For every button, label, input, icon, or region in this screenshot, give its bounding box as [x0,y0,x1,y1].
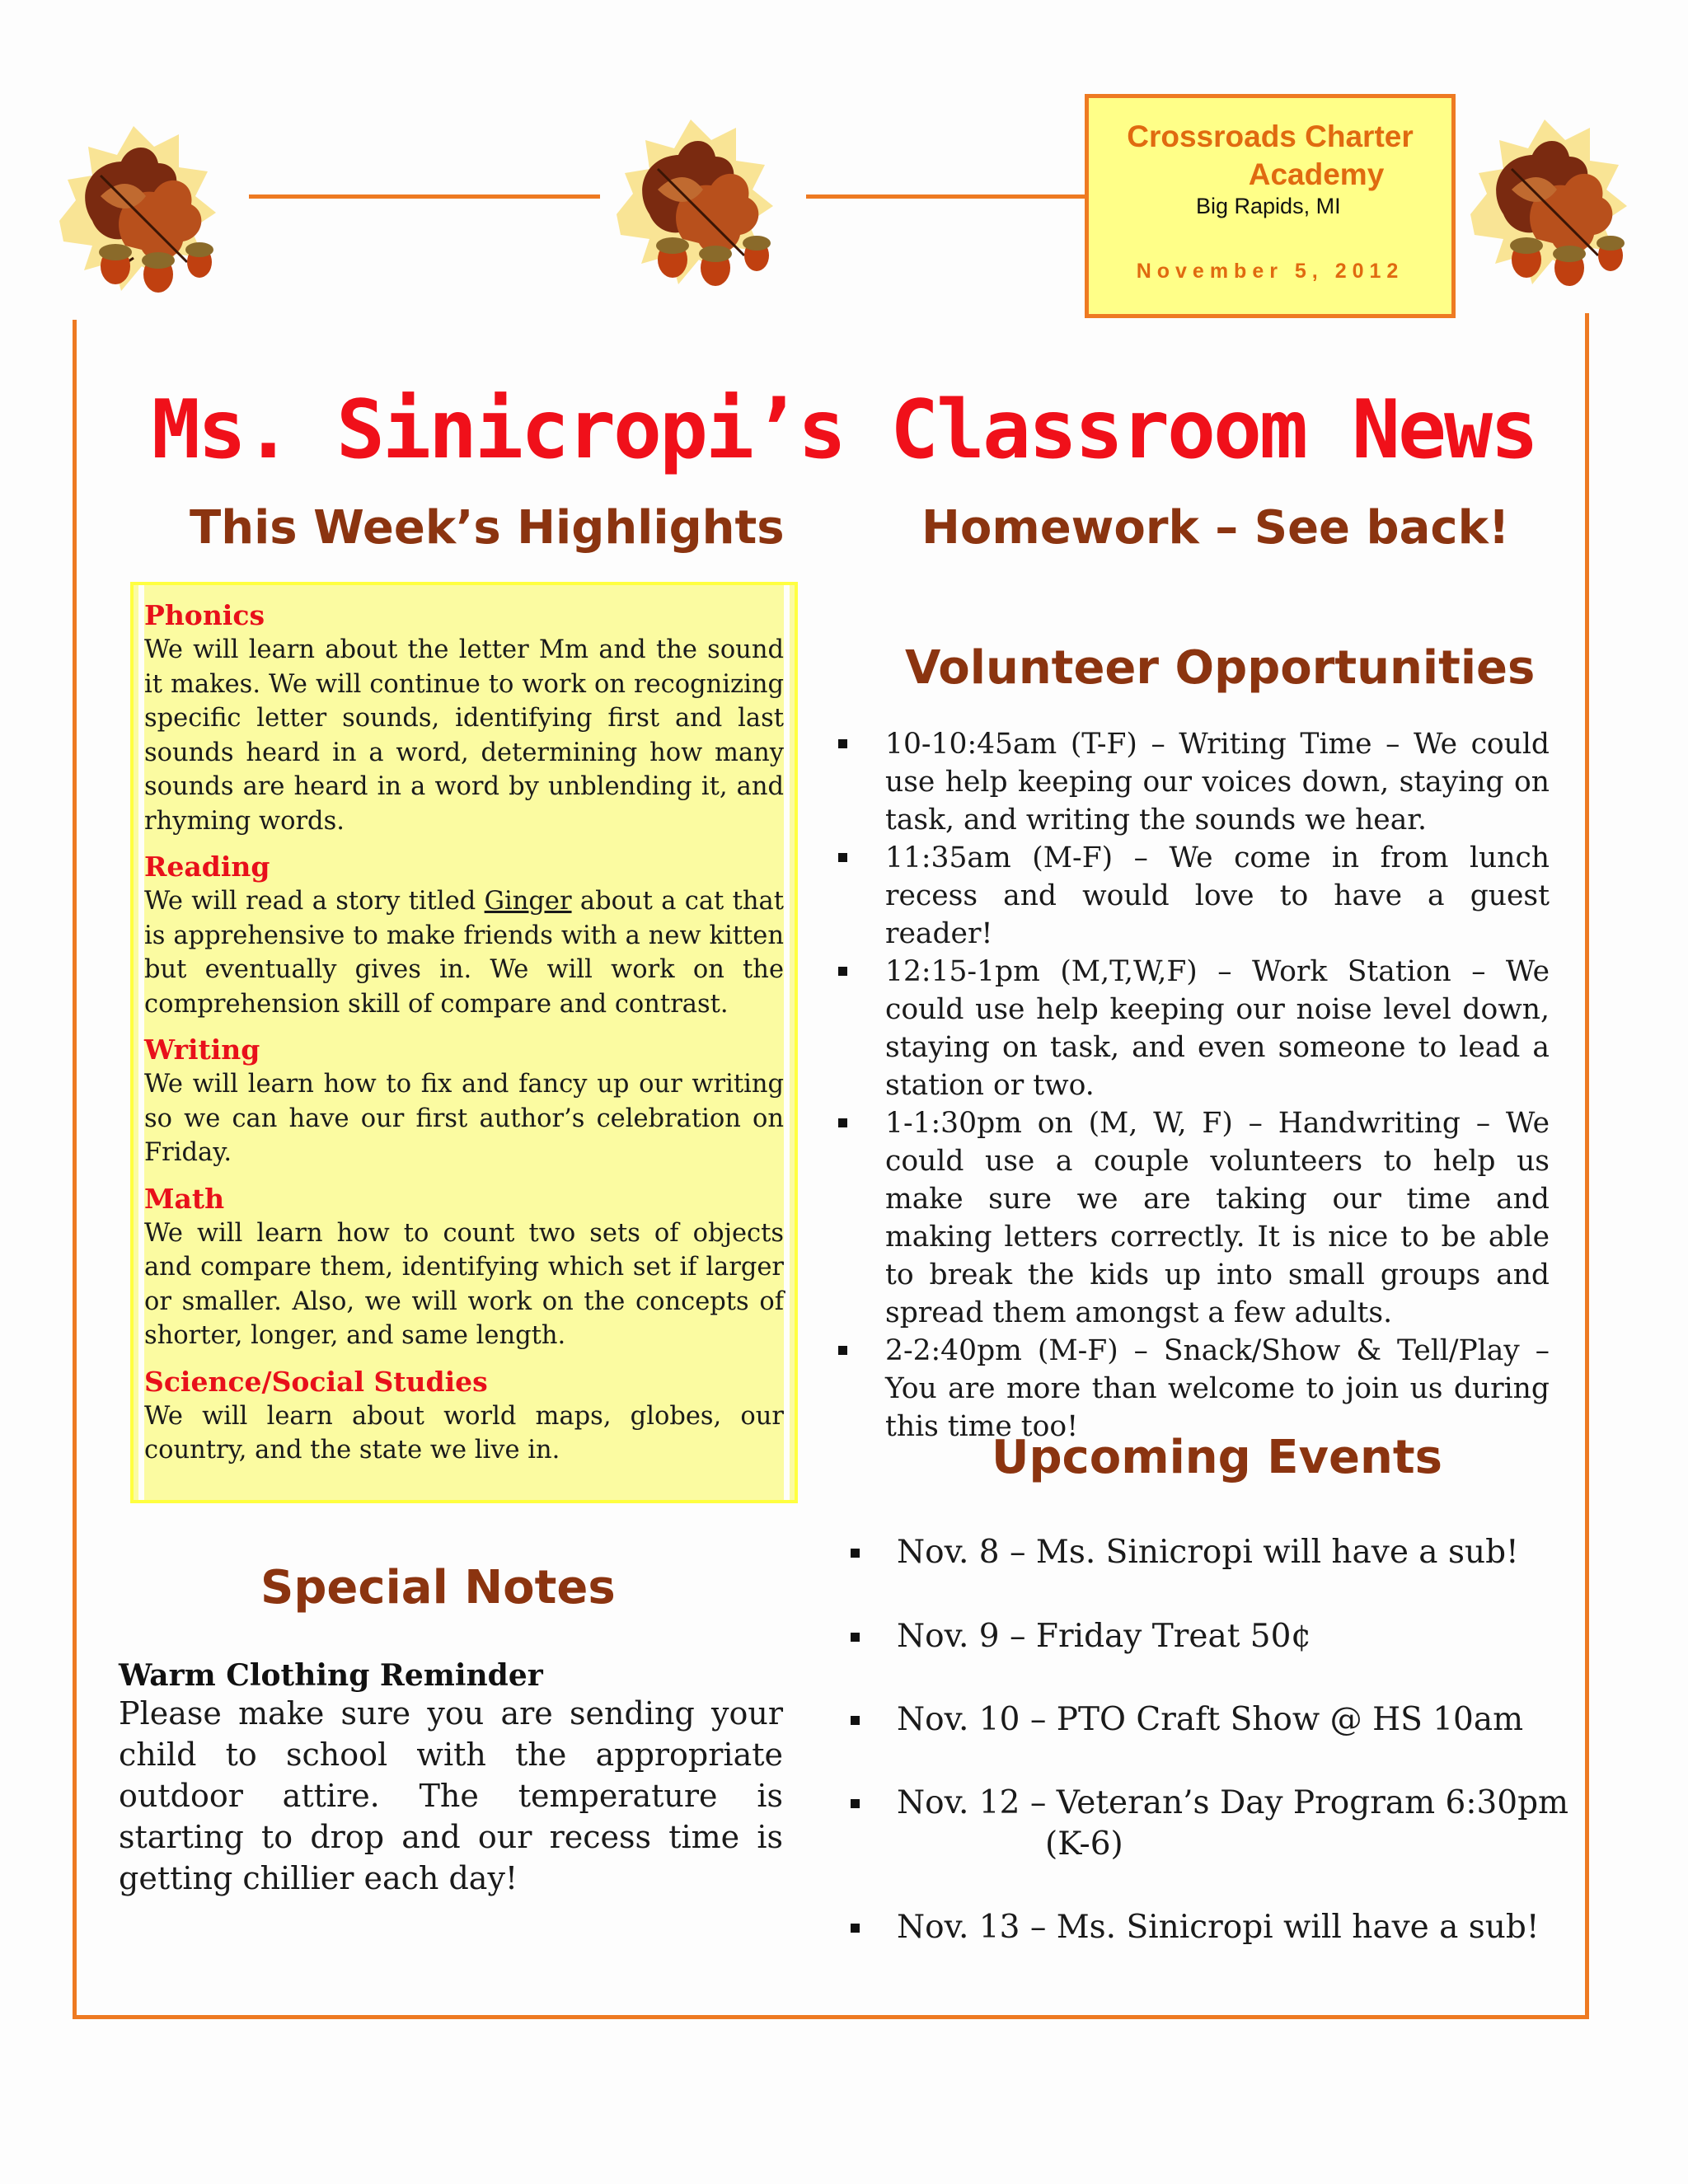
volunteer-list [832,725,1550,1446]
reading-text [144,884,784,1021]
volunteer-text: 12:15-1pm (M,T,W,F) – Work Station – We could use help keeping our noise level down, staying on task, and even someone to lead a station or two. [885,955,1550,1102]
homework-heading: Homework – See back! [921,501,1510,555]
bullet-icon [851,1716,860,1725]
list-item [832,1104,1550,1332]
bullet-icon [851,1924,860,1933]
book-title: Ginger [484,887,572,916]
autumn-leaves-icon [43,97,249,320]
list-item [832,1332,1550,1446]
writing-text: We will learn how to fix and fancy up our writing so we can have our first author’s celebration on Friday. [144,1070,784,1167]
school-name [1089,118,1451,194]
event-text: Nov. 10 – PTO Craft Show @ HS 10am [897,1701,1524,1738]
volunteer-text: 1-1:30pm on (M, W, F) – Handwriting – We could use a couple volunteers to help us make sure we are taking our time and making letters correctly. It is nice to be able to break the kids up into small groups and spread them amongst a few adults. [885,1107,1550,1329]
school-name-line1: Crossroads Charter [1127,120,1414,153]
newsletter-date: November 5, 2012 [1136,260,1404,283]
volunteer-text: 10-10:45am (T-F) – Writing Time – We could use help keeping our voices down, staying on task, and writing the sounds we hear. [885,728,1550,837]
highlights-content [144,598,784,1479]
list-item [832,953,1550,1104]
bullet-icon [851,1799,860,1808]
list-item [832,839,1550,953]
event-text: Nov. 12 – Veteran’s Day Program 6:30pm [897,1784,1569,1821]
bullet-icon [838,853,847,862]
autumn-leaves-icon [600,91,806,313]
bullet-icon [838,967,847,976]
school-name-line2: Academy [1248,157,1385,191]
reading-text-start: We will read a story titled [144,887,485,916]
reading-text-end: about a cat that is apprehensive to make friends with a new kitten but eventually gives in. We will work on the comprehension skill of compare and contrast. [144,887,784,1019]
volunteer-text: 11:35am (M-F) – We come in from lunch recess and would love to have a guest reader! [885,841,1550,950]
highlights-heading: This Week’s Highlights [190,501,785,555]
bullet-icon [851,1549,860,1558]
reading-title: Reading [144,851,270,883]
bullet-icon [838,1346,847,1355]
event-text-continued: (K-6) [1045,1825,1123,1863]
science-text: We will learn about world maps, globes, our country, and the state we live in. [144,1401,784,1465]
writing-title: Writing [144,1033,260,1066]
math-text: We will learn how to count two sets of objects and compare them, identifying which set if larger or smaller. Also, we will work on the concepts of shorter, longer, and same length. [144,1218,784,1350]
math-title: Math [144,1182,225,1215]
special-notes-heading: Special Notes [260,1561,616,1615]
bullet-icon [838,739,847,748]
event-text: Nov. 8 – Ms. Sinicropi will have a sub! [897,1534,1519,1571]
bullet-icon [851,1633,860,1642]
bullet-icon [838,1118,847,1127]
autumn-leaves-icon [1454,91,1660,313]
page-title: Ms. Sinicropi’s Classroom News [151,383,1537,477]
volunteer-heading: Volunteer Opportunities [905,641,1536,695]
volunteer-text: 2-2:40pm (M-F) – Snack/Show & Tell/Play – You are more than welcome to join us during this time too! [885,1334,1550,1443]
list-item [832,725,1550,839]
science-title: Science/Social Studies [144,1365,488,1398]
phonics-text: We will learn about the letter Mm and the sound it makes. We will continue to work on recognizing specific letter sounds, identifying first and last sounds heard in a word, determining how many sounds are heard in a word by unblending it, and rhyming words. [144,635,784,836]
phonics-title: Phonics [144,599,265,631]
events-heading: Upcoming Events [992,1431,1442,1484]
event-text: Nov. 9 – Friday Treat 50¢ [897,1618,1312,1655]
school-city: Big Rapids, MI [1196,194,1341,218]
school-info-box [1085,94,1456,318]
notes-title: Warm Clothing Reminder [119,1658,543,1693]
event-text: Nov. 13 – Ms. Sinicropi will have a sub! [897,1909,1540,1946]
notes-text: Please make sure you are sending your child to school with the appropriate outdoor attire. The temperature is starting to drop and our recess time is getting chillier each day! [119,1695,783,1896]
